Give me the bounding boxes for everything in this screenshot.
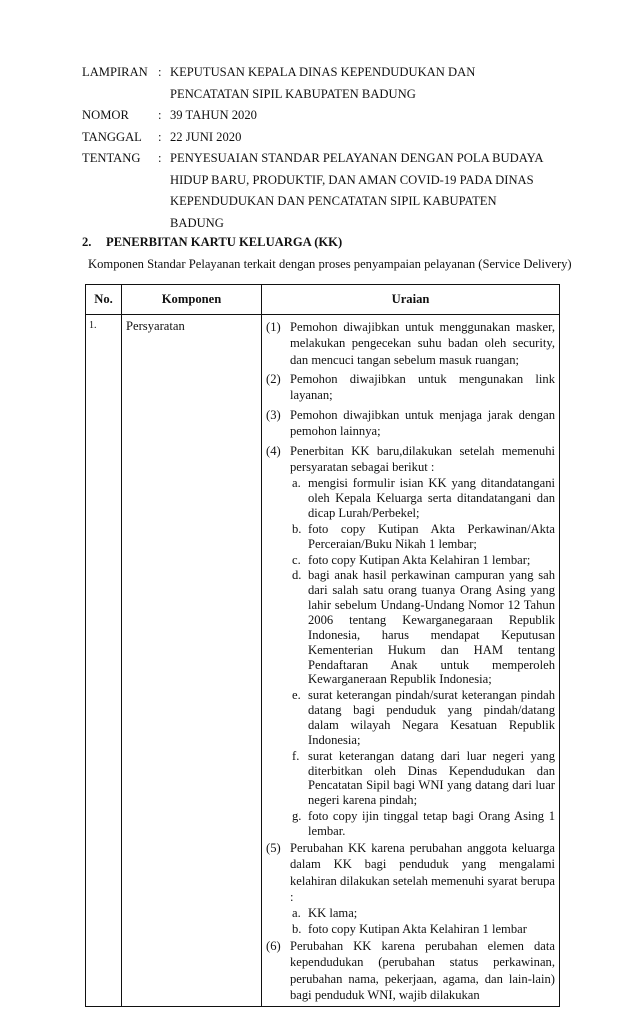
sub-item-letter: a. bbox=[292, 476, 301, 491]
row-komponen: Persyaratan bbox=[122, 315, 262, 1007]
item-text: Penerbitan KK baru,dilakukan setelah memenuhi persyaratan sebagai berikut : bbox=[290, 443, 555, 474]
lampiran-line: KEPUTUSAN KEPALA DINAS KEPENDUDUKAN DAN bbox=[170, 65, 476, 79]
sub-item-text: foto copy Kutipan Akta Kelahiran 1 lembar; bbox=[308, 552, 531, 567]
header-uraian: Uraian bbox=[262, 285, 560, 315]
item-number: (3) bbox=[266, 407, 281, 422]
sub-item bbox=[290, 476, 555, 521]
uraian-item bbox=[264, 443, 555, 839]
tentang-label: TENTANG bbox=[82, 151, 141, 165]
sub-item-text: surat keterangan datang dari luar negeri yang diterbitkan oleh Dinas Kependudukan dan Pencatatan Sipil bagi WNI yang datang dari luar negeri karena pindah; bbox=[308, 748, 555, 808]
sub-item-text: KK lama; bbox=[308, 906, 358, 921]
sub-item bbox=[290, 688, 555, 747]
sub-item-letter: e. bbox=[292, 688, 301, 703]
item-number: (1) bbox=[266, 320, 281, 334]
lampiran-label: LAMPIRAN bbox=[82, 65, 148, 79]
uraian-item bbox=[264, 319, 555, 368]
uraian-item bbox=[264, 840, 555, 937]
sub-item-letter: a. bbox=[292, 906, 301, 921]
tanggal-label: TANGGAL bbox=[82, 129, 142, 144]
sub-item-text: foto copy Kutipan Akta Perkawinan/Akta Perceraian/Buku Nikah 1 lembar; bbox=[308, 521, 555, 551]
uraian-item bbox=[264, 371, 555, 404]
sub-item bbox=[290, 906, 555, 921]
sub-item-text: mengisi formulir isian KK yang ditandatangani oleh Kepala Keluarga serta ditandatangani dan dicap Lurah/Perbekel; bbox=[308, 476, 555, 520]
sub-item bbox=[290, 553, 555, 568]
item-number: (4) bbox=[266, 443, 281, 458]
tentang-row: TENTANG : PENYESUAIAN STANDAR PELAYANAN DENGAN POLA BUDAYA HIDUP BARU, PRODUKTIF, DAN AMAN COVID-19 PADA DINAS KEPENDUDUKAN DAN PENCATATAN SIPIL KABUPATEN BADUNG bbox=[82, 150, 582, 236]
item-text: Pemohon diwajibkan untuk mengunakan link layanan; bbox=[290, 372, 555, 403]
lampiran-row: LAMPIRAN : KEPUTUSAN KEPALA DINAS KEPENDUDUKAN DAN PENCATATAN SIPIL KABUPATEN BADUNG bbox=[82, 64, 582, 107]
tentang-line: KEPENDUDUKAN DAN PENCATATAN SIPIL KABUPATEN bbox=[170, 194, 497, 208]
section-title-text: PENERBITAN KARTU KELUARGA (KK) bbox=[106, 235, 343, 249]
sub-item bbox=[290, 749, 555, 808]
uraian-item bbox=[264, 407, 555, 440]
tentang-line: BADUNG bbox=[170, 215, 224, 230]
item-text: Perubahan KK karena perubahan anggota keluarga dalam KK bagi penduduk yang mengalami kelahiran dilakukan setelah memenuhi syarat berupa : bbox=[290, 840, 555, 904]
sub-item-text: foto copy Kutipan Akta Kelahiran 1 lembar bbox=[308, 922, 527, 937]
tentang-line: HIDUP BARU, PRODUKTIF, DAN AMAN COVID-19 PADA DINAS bbox=[170, 172, 534, 187]
section-number: 2. bbox=[82, 235, 92, 249]
section-title bbox=[82, 234, 342, 250]
sub-item-letter: c. bbox=[292, 552, 301, 567]
service-table bbox=[85, 284, 560, 1007]
item-text: Pemohon diwajibkan untuk menjaga jarak dengan pemohon lainnya; bbox=[290, 407, 555, 439]
table-row bbox=[86, 315, 560, 1007]
sub-item-letter: b. bbox=[292, 922, 302, 937]
sub-item-text: surat keterangan pindah/surat keterangan pindah datang bagi penduduk yang pindah/datang dalam wilayah Negara Kesatuan Republik Indonesia; bbox=[308, 688, 555, 747]
header-komponen: Komponen bbox=[122, 285, 262, 315]
tentang-line: PENYESUAIAN STANDAR PELAYANAN DENGAN POLA BUDAYA bbox=[170, 151, 544, 165]
row-uraian bbox=[262, 315, 560, 1007]
sub-item-text: foto copy ijin tinggal tetap bagi Orang Asing 1 lembar. bbox=[308, 809, 555, 838]
row-number: 1. bbox=[86, 315, 122, 1007]
item-number: (2) bbox=[266, 372, 281, 387]
item-number: (6) bbox=[266, 939, 281, 954]
tanggal-row: TANGGAL : 22 JUNI 2020 bbox=[82, 129, 582, 151]
lampiran-line: PENCATATAN SIPIL KABUPATEN BADUNG bbox=[170, 86, 416, 101]
sub-item bbox=[290, 922, 555, 937]
item-text: Pemohon diwajibkan untuk menggunakan masker, melakukan pengecekan suhu badan oleh security, dan mencuci tangan sebelum masuk ruangan; bbox=[290, 320, 555, 367]
header-no: No. bbox=[86, 285, 122, 315]
uraian-item bbox=[264, 938, 555, 1003]
item-number: (5) bbox=[266, 840, 281, 855]
sub-item-text: bagi anak hasil perkawinan campuran yang sah dari salah satu orang tuanya Orang Asing yang lahir sebelum Undang-Undang Nomor 12 Tahun 2006 tentang Kewarganegaraan Republik Indonesia, harus mendapat Keputusan Kementerian Hukum dan HAM tentang Pendaftaran Anak untuk memperoleh Kewarganeraan Republik Indonesia; bbox=[308, 568, 555, 687]
tanggal-value: 22 JUNI 2020 bbox=[170, 129, 242, 144]
item-text: Perubahan KK karena perubahan elemen data kependudukan (perubahan status perkawinan, perubahan nama, pekerjaan, agama, dan lain-lain) bagi penduduk WNI, wajib dilakukan bbox=[290, 939, 555, 1003]
nomor-row: NOMOR : 39 TAHUN 2020 bbox=[82, 107, 582, 129]
nomor-value: 39 TAHUN 2020 bbox=[170, 108, 257, 122]
sub-item bbox=[290, 568, 555, 687]
section-intro: Komponen Standar Pelayanan terkait dengan proses penyampaian pelayanan (Service Delivery) bbox=[88, 257, 572, 271]
uraian-list bbox=[264, 319, 555, 1003]
sub-item bbox=[290, 809, 555, 839]
sub-item-letter: f. bbox=[292, 748, 300, 763]
document-header bbox=[82, 64, 582, 236]
table-header-row bbox=[86, 285, 560, 315]
sub-list bbox=[290, 906, 555, 937]
nomor-label: NOMOR bbox=[82, 108, 129, 122]
sub-list bbox=[290, 476, 555, 839]
sub-item bbox=[290, 522, 555, 552]
sub-item-letter: d. bbox=[292, 568, 302, 583]
sub-item-letter: g. bbox=[292, 809, 302, 824]
sub-item-letter: b. bbox=[292, 521, 302, 536]
